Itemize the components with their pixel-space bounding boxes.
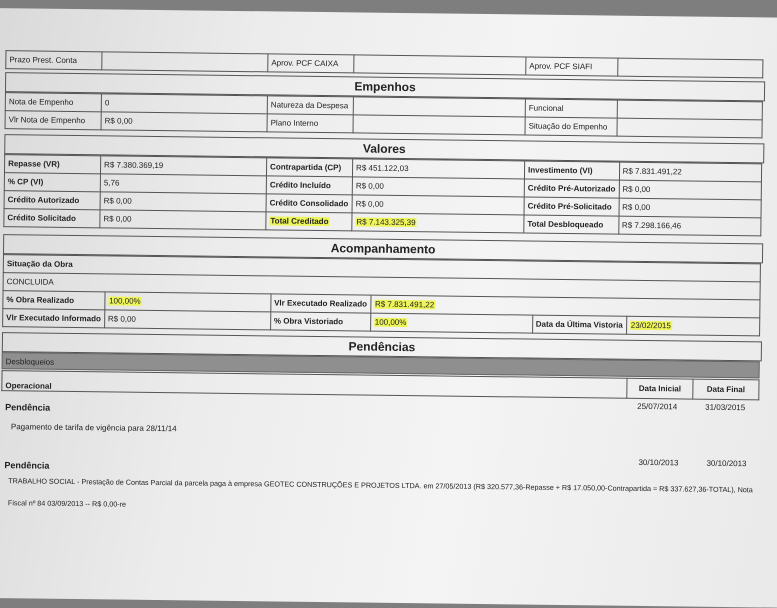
cred-sol-label: Crédito Solicitado: [4, 209, 100, 228]
funcional-label: Funcional: [525, 99, 617, 118]
nota-value: 0: [101, 94, 267, 114]
cp-label: % CP (VI): [4, 173, 100, 192]
data-final-header: Data Final: [693, 379, 759, 400]
vlr-exec-inf-label: Vlr Executado Informado: [3, 309, 105, 328]
vlr-exec-inf-value: R$ 0,00: [104, 310, 270, 330]
plano-value: [353, 115, 525, 135]
vlr-nota-value: R$ 0,00: [101, 112, 267, 132]
prazo-value: [102, 52, 268, 72]
funcional-value: [617, 100, 762, 120]
pendencia-2-data-final: 30/10/2013: [706, 458, 747, 469]
investimento-label: Investimento (VI): [524, 161, 619, 180]
valores-title: Valores: [4, 134, 764, 163]
vlr-exec-real-value-text: R$ 7.831.491,22: [374, 299, 435, 310]
ultima-vist-value: [626, 316, 760, 336]
cred-aut-label: Crédito Autorizado: [4, 191, 100, 210]
total-cred-value: [352, 213, 524, 233]
empenhos-title: Empenhos: [5, 72, 765, 101]
pendencia-1-line-1: Pagamento de tarifa de vigência para 28/11/14: [10, 422, 177, 434]
total-desb-label: Total Desbloqueado: [524, 215, 619, 234]
obra-realizado-value-text: 100,00%: [109, 296, 141, 306]
repasse-label: Repasse (VR): [4, 155, 100, 174]
cred-consol-label: Crédito Consolidado: [266, 194, 352, 213]
obra-realizado-value: [105, 292, 271, 312]
pendencia-1-data-inicial: 25/07/2014: [637, 401, 678, 412]
vlr-nota-label: Vlr Nota de Empenho: [5, 111, 101, 130]
aprov-caixa-value: [354, 55, 526, 75]
pendencia-2-line-1: TRABALHO SOCIAL - Prestação de Contas Parcial da parcela paga à empresa GEOTEC CONSTRUÇÕES E PROJETOS LTDA. em 27/05/2013 (R$ 320.577,36-Repasse + R$ 17.050,00-Contrapartida = R$ 337.627,36-TOTAL), Nota: [8, 476, 753, 495]
obra-vist-value-text: 100,00%: [374, 317, 407, 328]
total-cred-label: [266, 212, 352, 231]
aprov-siafi-value: [618, 58, 763, 78]
total-desb-value: R$ 7.298.166,46: [618, 216, 761, 236]
total-cred-value-text: R$ 7.143.325,39: [356, 217, 416, 228]
obra-vist-value: [370, 313, 532, 333]
cred-incluido-value: R$ 0,00: [352, 177, 524, 197]
acompanhamento-title: Acompanhamento: [3, 234, 763, 263]
empenhos-table: [5, 92, 763, 138]
pendencia-2-data-inicial: 30/10/2013: [638, 457, 679, 468]
cred-aut-value: R$ 0,00: [100, 192, 266, 212]
cred-pre-sol-label: Crédito Pré-Solicitado: [524, 197, 619, 216]
repasse-value: R$ 7.380.369,19: [100, 156, 266, 176]
situacao-empenho-label: Situação do Empenho: [525, 117, 617, 136]
natureza-label: Natureza da Despesa: [267, 96, 353, 115]
situacao-obra-value: CONCLUIDA: [3, 273, 760, 300]
ultima-vist-label: Data da Última Vistoria: [532, 315, 626, 334]
pendencias-title: Pendências: [2, 332, 762, 361]
cp-value: 5,76: [100, 174, 266, 194]
pendencia-1-data-final: 31/03/2015: [705, 402, 746, 413]
desbloqueios-bar: Desbloqueios: [2, 352, 760, 378]
cred-pre-aut-value: R$ 0,00: [619, 180, 762, 200]
aprov-caixa-label: Aprov. PCF CAIXA: [268, 54, 354, 73]
ultima-vist-value-text: 23/02/2015: [630, 320, 671, 331]
obra-realizado-label: % Obra Realizado: [3, 291, 105, 310]
valores-table: [3, 154, 762, 236]
cred-incluido-label: Crédito Incluído: [266, 176, 352, 195]
situacao-obra-label: Situação da Obra: [3, 255, 760, 282]
pendencia-2-line-2: Fiscal nº 84 03/09/2013 -- R$ 0,00-re: [7, 498, 127, 509]
investimento-value: R$ 7.831.491,22: [619, 162, 762, 182]
pendencia-1-label: Pendência: [5, 402, 51, 413]
nota-label: Nota de Empenho: [5, 93, 101, 112]
operacional-label: Operacional: [2, 371, 627, 399]
contrapartida-label: Contrapartida (CP): [266, 158, 352, 177]
pendencia-2-label: Pendência: [4, 460, 50, 471]
contrapartida-value: R$ 451.122,03: [352, 159, 524, 179]
natureza-value: [353, 97, 525, 117]
plano-label: Plano Interno: [267, 114, 353, 133]
situacao-empenho-value: [617, 118, 762, 138]
cred-consol-value: R$ 0,00: [352, 195, 524, 215]
data-inicial-header: Data Inicial: [627, 378, 693, 399]
cred-pre-sol-value: R$ 0,00: [619, 198, 762, 218]
aprov-siafi-label: Aprov. PCF SIAFI: [526, 57, 618, 76]
cred-sol-value: R$ 0,00: [100, 210, 266, 230]
acompanhamento-table: [2, 254, 761, 336]
document-page: [0, 8, 777, 608]
prazo-label: Prazo Prest. Conta: [6, 51, 102, 70]
obra-vist-label: % Obra Vistoriado: [270, 312, 370, 331]
cred-pre-aut-label: Crédito Pré-Autorizado: [524, 179, 619, 198]
total-cred-label-text: Total Creditado: [270, 216, 329, 227]
vlr-exec-real-label: Vlr Executado Realizado: [270, 294, 370, 313]
